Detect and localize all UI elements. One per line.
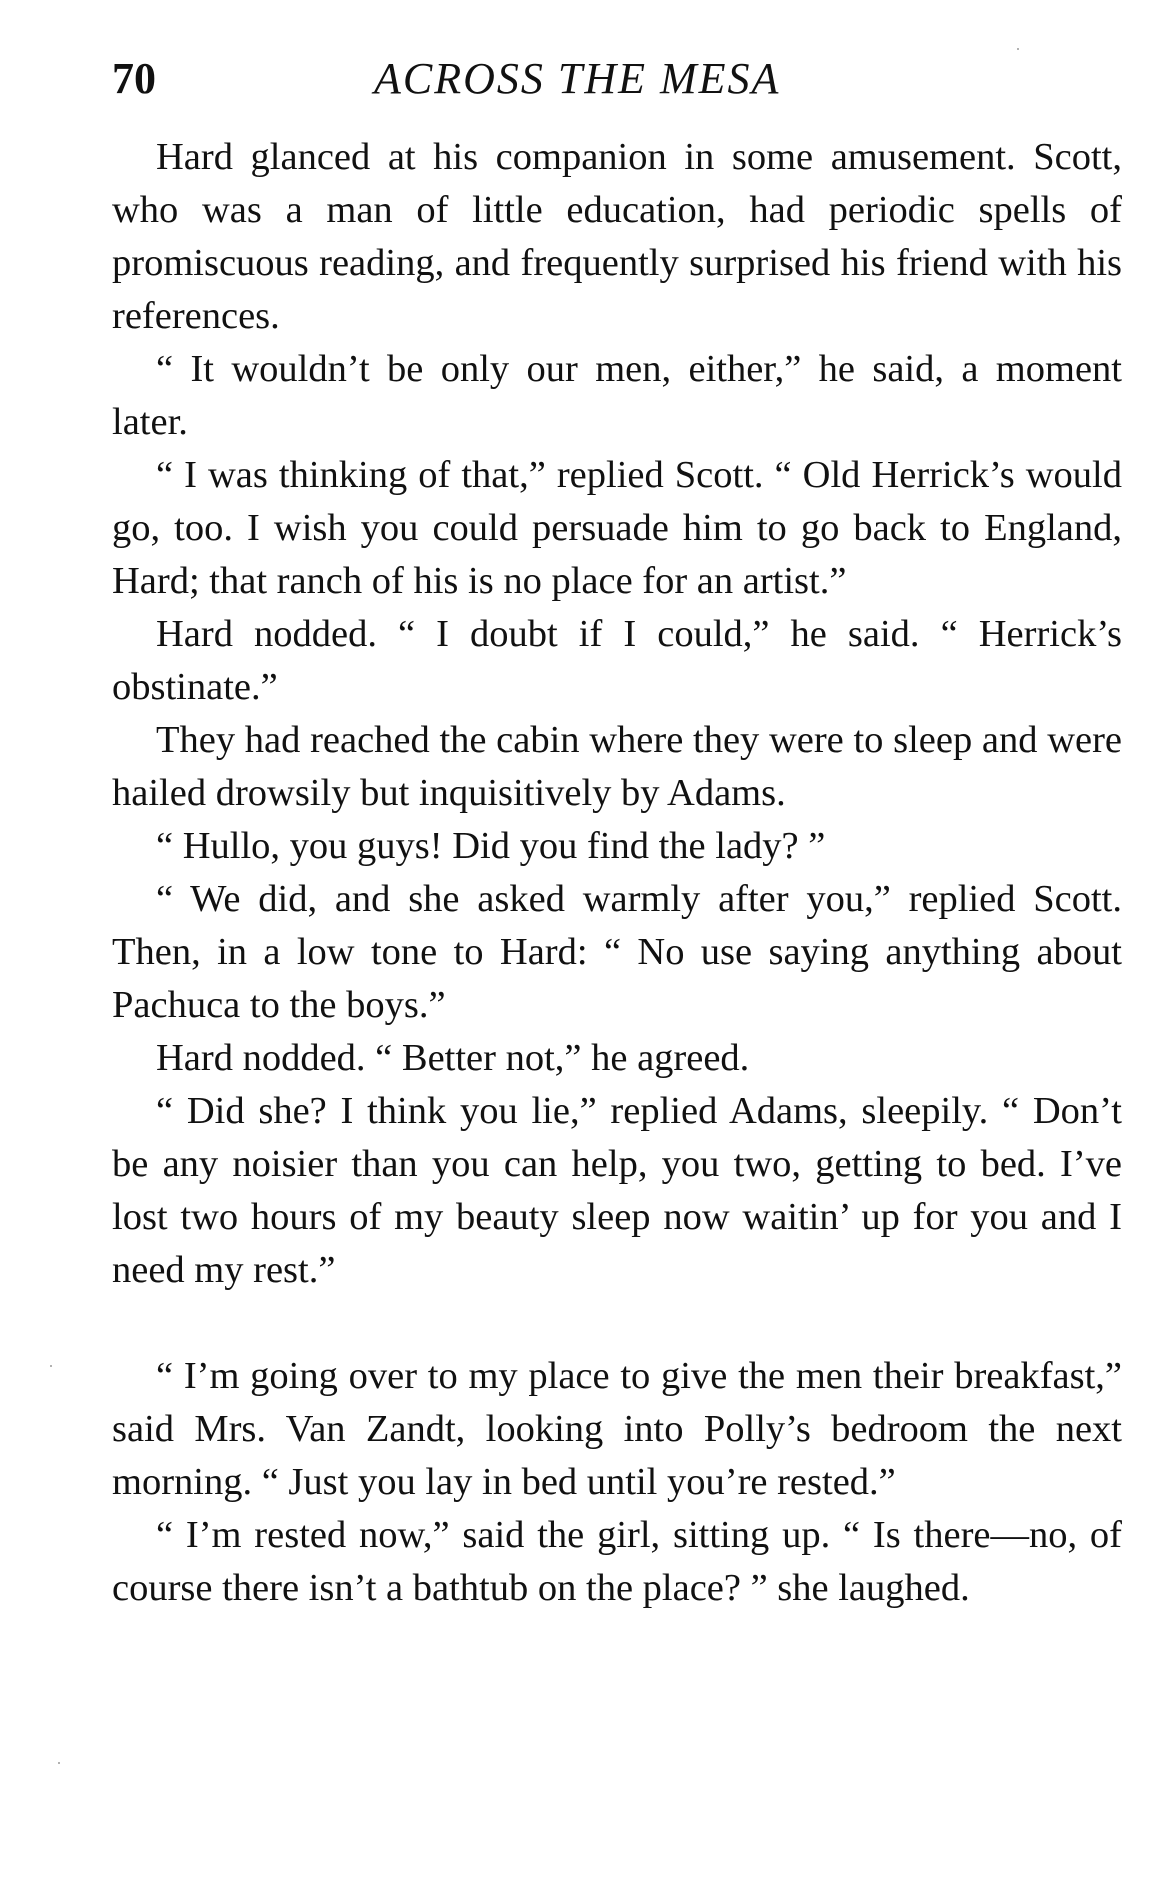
paragraph: Hard glanced at his companion in some amusement. Scott, who was a man of little education, had periodic spells of promiscuous reading, and frequently surprised his friend with his references. (112, 136, 1122, 337)
paragraph: Hard nodded. “ Better not,” he agreed. (156, 1037, 750, 1079)
paragraph: “ We did, and she asked warmly after you,” replied Scott. Then, in a low tone to Hard: “ No use saying anything about Pachuca to the boys.” (112, 878, 1122, 1026)
paragraph: They had reached the cabin where they were to sleep and were hailed drowsily but inquisitively by Adams. (112, 719, 1122, 814)
scan-speck (50, 1365, 52, 1367)
paragraph: “ I was thinking of that,” replied Scott. “ Old Herrick’s would go, too. I wish you could persuade him to go back to England, Hard; that ranch of his is no place for an artist.” (112, 454, 1122, 602)
paragraph: “ Did she? I think you lie,” replied Adams, sleepily. “ Don’t be any noisier than you can help, you two, getting to bed. I’ve lost two hours of my beauty sleep now waitin’ up for you and I need my rest.” (112, 1090, 1122, 1291)
paragraph: “ I’m going over to my place to give the men their breakfast,” said Mrs. Van Zandt, looking into Polly’s bedroom the next morning. “ Just you lay in bed until you’re rested.” (112, 1355, 1122, 1503)
paragraph: Hard nodded. “ I doubt if I could,” he said. “ Herrick’s obstinate.” (112, 613, 1122, 708)
scan-speck (1017, 48, 1019, 50)
body-text (112, 131, 1122, 1615)
section-break (112, 1297, 1122, 1350)
paragraph: “ It wouldn’t be only our men, either,” he said, a moment later. (112, 348, 1122, 443)
scan-speck (58, 1762, 60, 1764)
page-number: 70 (112, 54, 156, 103)
page-header (112, 44, 1122, 114)
paragraph: “ Hullo, you guys! Did you find the lady? ” (156, 825, 826, 867)
paragraph: “ I’m rested now,” said the girl, sitting up. “ Is there—no, of course there isn’t a bathtub on the place? ” she laughed. (112, 1514, 1122, 1609)
running-head: ACROSS THE MESA (374, 54, 781, 103)
